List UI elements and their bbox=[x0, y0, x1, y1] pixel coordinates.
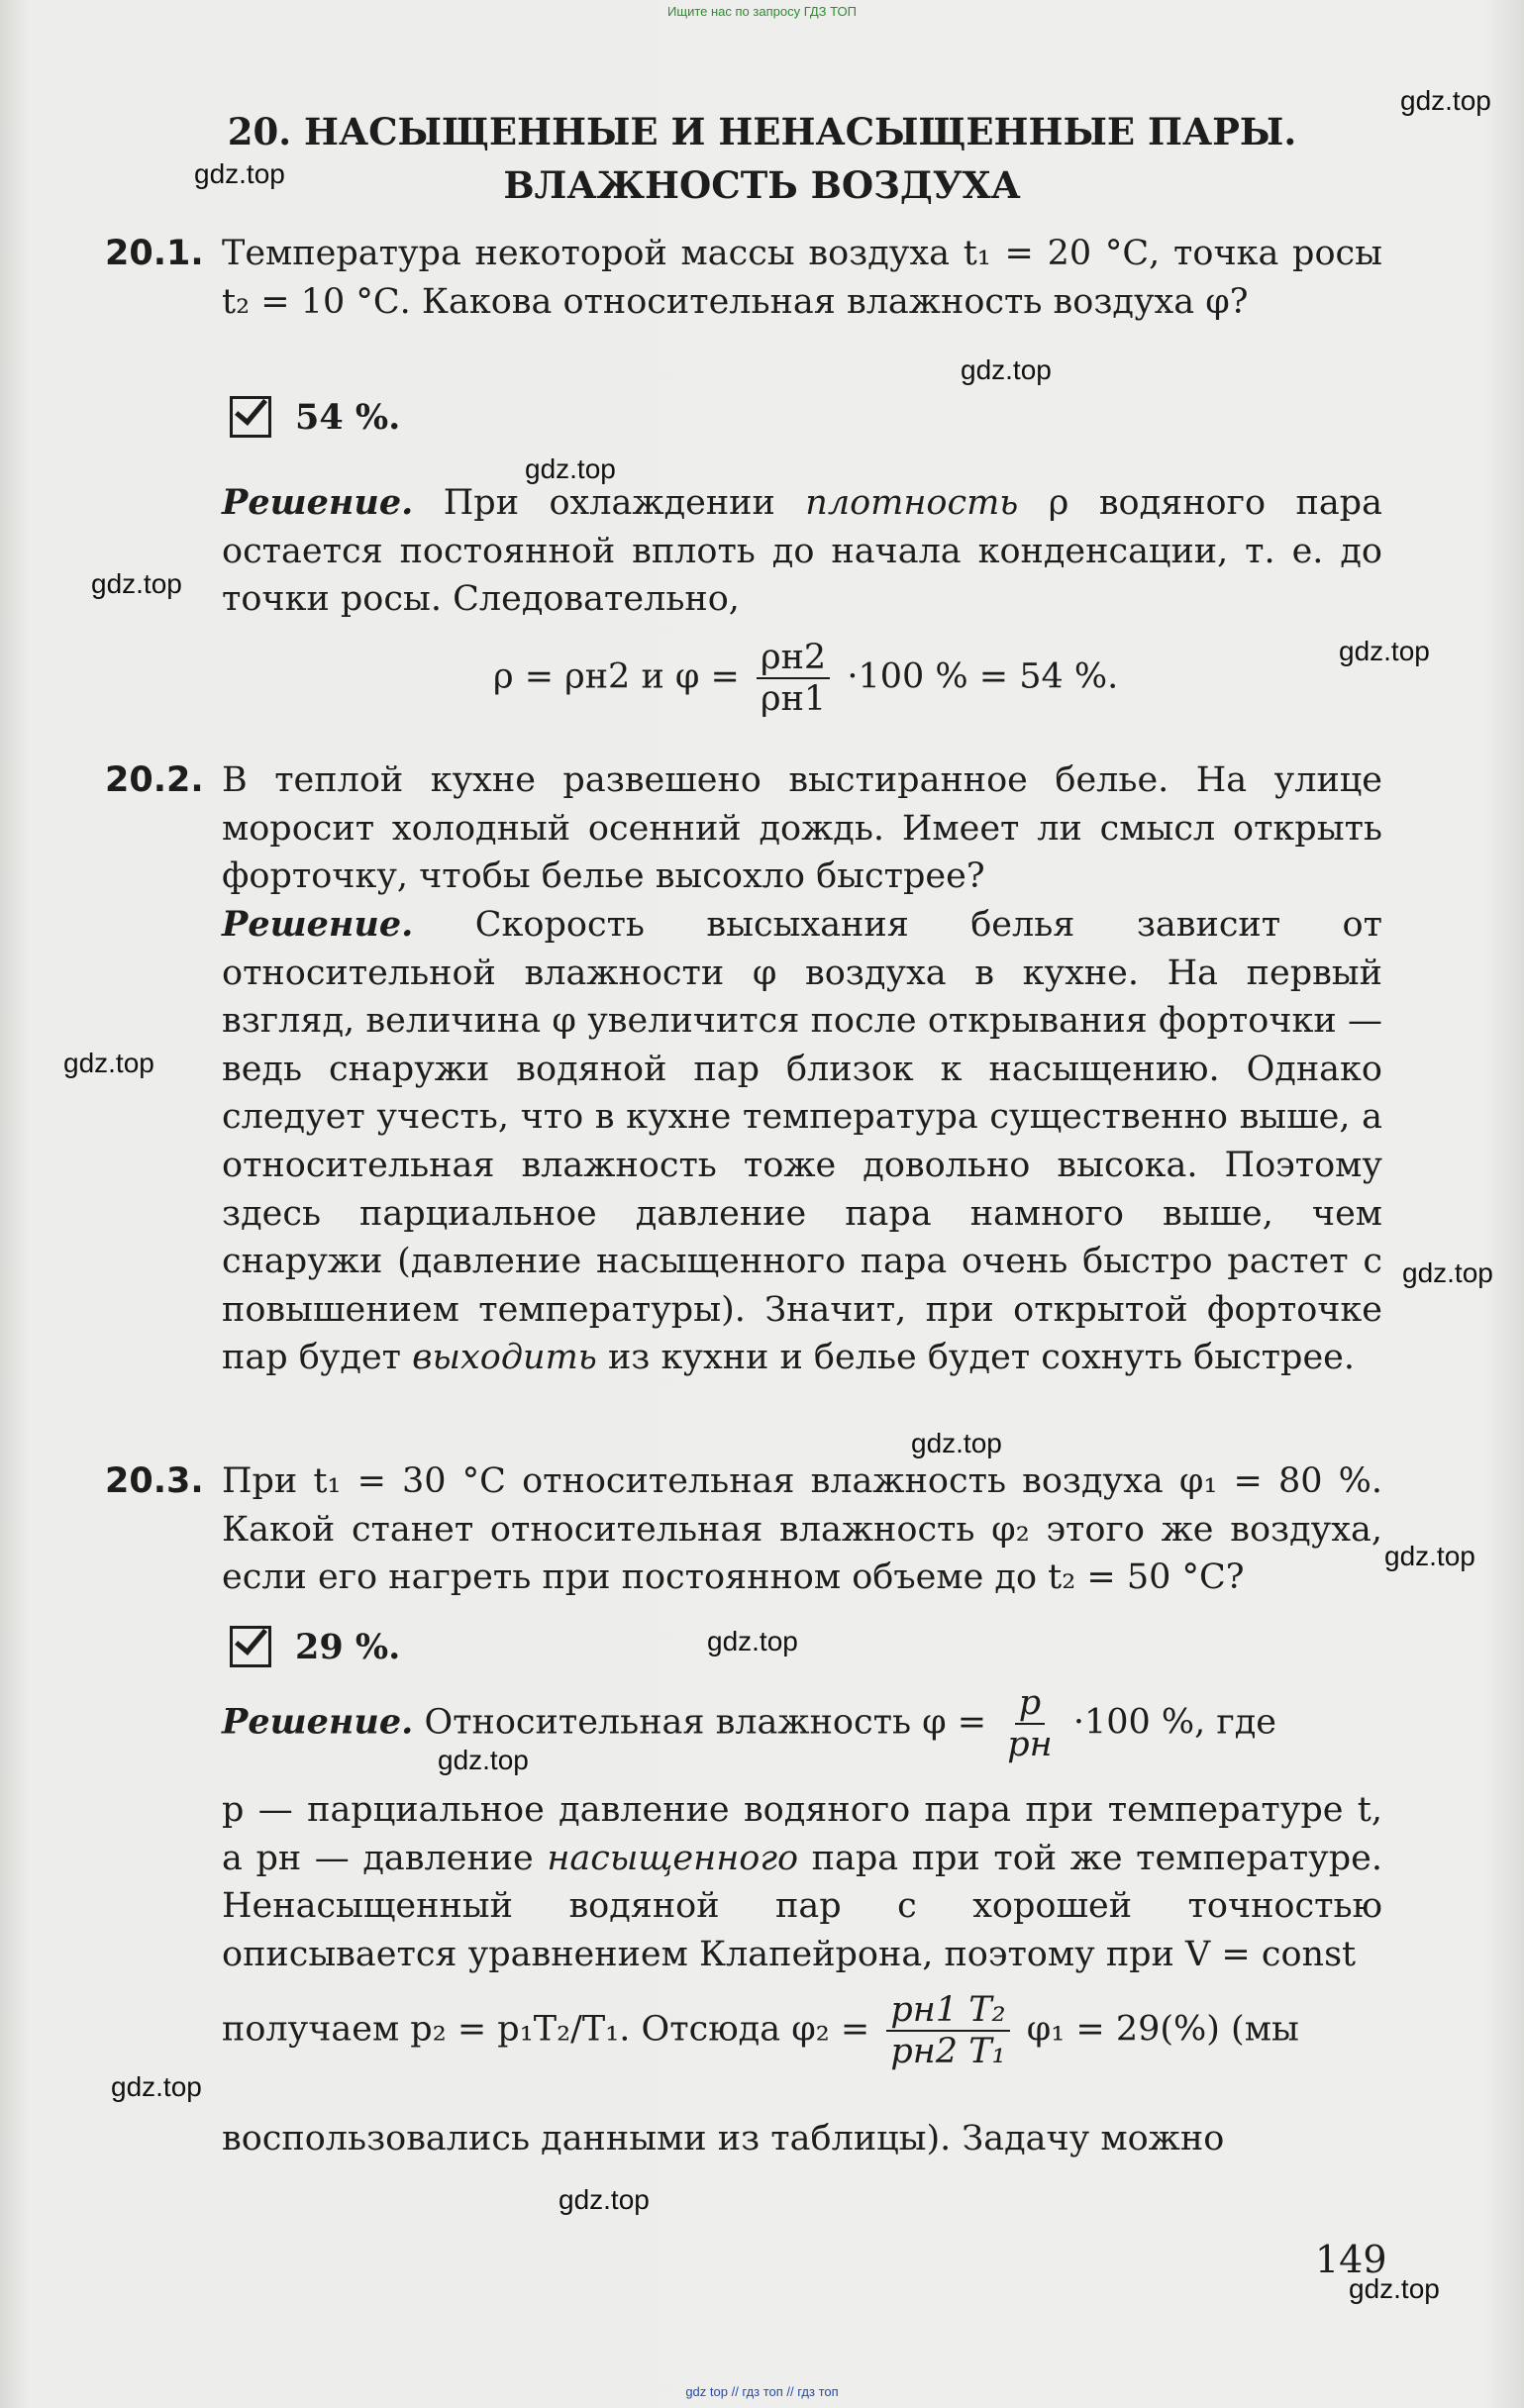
answer bbox=[230, 1626, 400, 1667]
watermark: gdz.top bbox=[1402, 1257, 1493, 1288]
solution-part: ·100 %, где bbox=[1072, 1702, 1277, 1743]
watermark: gdz.top bbox=[194, 158, 285, 189]
checkbox-icon bbox=[230, 1626, 271, 1667]
watermark: gdz.top bbox=[1349, 2273, 1440, 2304]
section-subtitle: ВЛАЖНОСТЬ ВОЗДУХА bbox=[503, 163, 1021, 207]
answer-value: 54 %. bbox=[295, 396, 401, 438]
problem-number: 20.3. bbox=[105, 1461, 204, 1501]
problem-text: В теплой кухне развешено выстиранное белье. На улице моросит холодный осенний дождь. Имеет ли смысл открыть форточку, чтобы белье высохло быстрее? bbox=[222, 760, 1382, 897]
emphasis: плотность bbox=[805, 483, 1019, 523]
section-title: 20. НАСЫЩЕННЫЕ И НЕНАСЫЩЕННЫЕ ПАРЫ. bbox=[227, 110, 1297, 153]
solution-part: При охлаждении bbox=[443, 483, 775, 523]
solution-part: p — парциальное давление водяного пара при температуре t, а pн — давление bbox=[222, 1790, 1382, 1878]
formula-part: ρ = ρн2 и φ = bbox=[493, 656, 740, 697]
numerator: ρн2 bbox=[757, 638, 830, 679]
fraction bbox=[1003, 1683, 1056, 1764]
watermark: gdz.top bbox=[559, 2184, 650, 2215]
emphasis: насыщенного bbox=[547, 1838, 799, 1878]
problem-text: Температура некоторой массы воздуха t₁ = 20 °С, точка росы t₂ = 10 °С. Какова относительная влажность воздуха φ? bbox=[222, 234, 1382, 322]
solution-text bbox=[222, 901, 1382, 1382]
watermark: gdz.top bbox=[1400, 85, 1491, 116]
watermark: gdz.top bbox=[111, 2071, 202, 2102]
formula bbox=[222, 1990, 1299, 2071]
solution-part: ρ водяного пара остается постоянной вплоть до начала конденсации, т. е. до точки росы. Следовательно, bbox=[222, 483, 1382, 620]
formula-part: получаем p₂ = p₁T₂/T₁. Отсюда φ₂ = bbox=[222, 2009, 870, 2050]
problem-number: 20.2. bbox=[105, 760, 204, 800]
watermark: gdz.top bbox=[63, 1048, 154, 1078]
solution-text bbox=[222, 1786, 1382, 1978]
numerator: pн1 T₂ bbox=[886, 1990, 1009, 2032]
header-note: Ищите нас по запросу ГДЗ ТОП bbox=[667, 4, 857, 19]
watermark: gdz.top bbox=[707, 1626, 798, 1656]
problem-text: При t₁ = 30 °С относительная влажность воздуха φ₁ = 80 %. Какой станет относительная влажность φ₂ этого же воздуха, если его нагреть при постоянном объеме до t₂ = 50 °С? bbox=[222, 1461, 1382, 1598]
formula-part: φ₁ = 29(%) (мы bbox=[1026, 2009, 1299, 2050]
solution-label: Решение. bbox=[222, 904, 414, 945]
page-number: 149 bbox=[1315, 2238, 1387, 2281]
watermark: gdz.top bbox=[1339, 636, 1430, 666]
emphasis: выходить bbox=[412, 1338, 597, 1378]
numerator: p bbox=[1015, 1683, 1045, 1725]
problem-number: 20.1. bbox=[105, 234, 204, 273]
watermark: gdz.top bbox=[91, 568, 182, 599]
solution-first-line bbox=[222, 1683, 1276, 1764]
denominator: ρн1 bbox=[761, 679, 827, 719]
answer-value: 29 %. bbox=[295, 1626, 401, 1667]
solution-part: из кухни и белье будет сохнуть быстрее. bbox=[607, 1338, 1355, 1378]
denominator: pн2 T₁ bbox=[890, 2032, 1006, 2071]
solution-part: пара при той же температуре. Ненасыщенный водяной пар с хорошей точностью описывается уравнением Клапейрона, поэтому при V = const bbox=[222, 1838, 1382, 1974]
formula bbox=[493, 638, 1118, 719]
watermark: gdz.top bbox=[525, 453, 616, 484]
solution-label: Решение. bbox=[222, 482, 414, 523]
watermark: gdz.top bbox=[911, 1428, 1002, 1458]
solution-part: Скорость высыхания белья зависит от относительной влажности φ воздуха в кухне. На первый взгляд, величина φ увеличится после открывания форточки — ведь снаружи водяной пар близок к насыщению. Однако следует учесть, что в кухне температура существенно выше, а относительная влажность тоже довольно высока. Поэтому здесь парциальное давление пара намного выше, чем снаружи (давление насыщенного пара очень быстро растет с повышением температуры). Значит, при открытой форточке пар будет bbox=[222, 905, 1382, 1378]
denominator: pн bbox=[1007, 1725, 1053, 1764]
solution-text bbox=[222, 479, 1382, 624]
watermark: gdz.top bbox=[438, 1745, 529, 1775]
fraction bbox=[757, 638, 830, 719]
formula-part: ·100 % = 54 %. bbox=[847, 656, 1119, 697]
solution-label: Решение. bbox=[222, 1701, 414, 1743]
footer-note: gdz top // гдз топ // гдз топ bbox=[685, 2384, 839, 2399]
watermark: gdz.top bbox=[1384, 1541, 1475, 1571]
watermark: gdz.top bbox=[961, 354, 1052, 385]
checkbox-icon bbox=[230, 396, 271, 438]
solution-part: Относительная влажность φ = bbox=[424, 1702, 987, 1743]
answer bbox=[230, 396, 400, 438]
fraction bbox=[886, 1990, 1009, 2071]
solution-last-line: воспользовались данными из таблицы). Задачу можно bbox=[222, 2119, 1225, 2158]
